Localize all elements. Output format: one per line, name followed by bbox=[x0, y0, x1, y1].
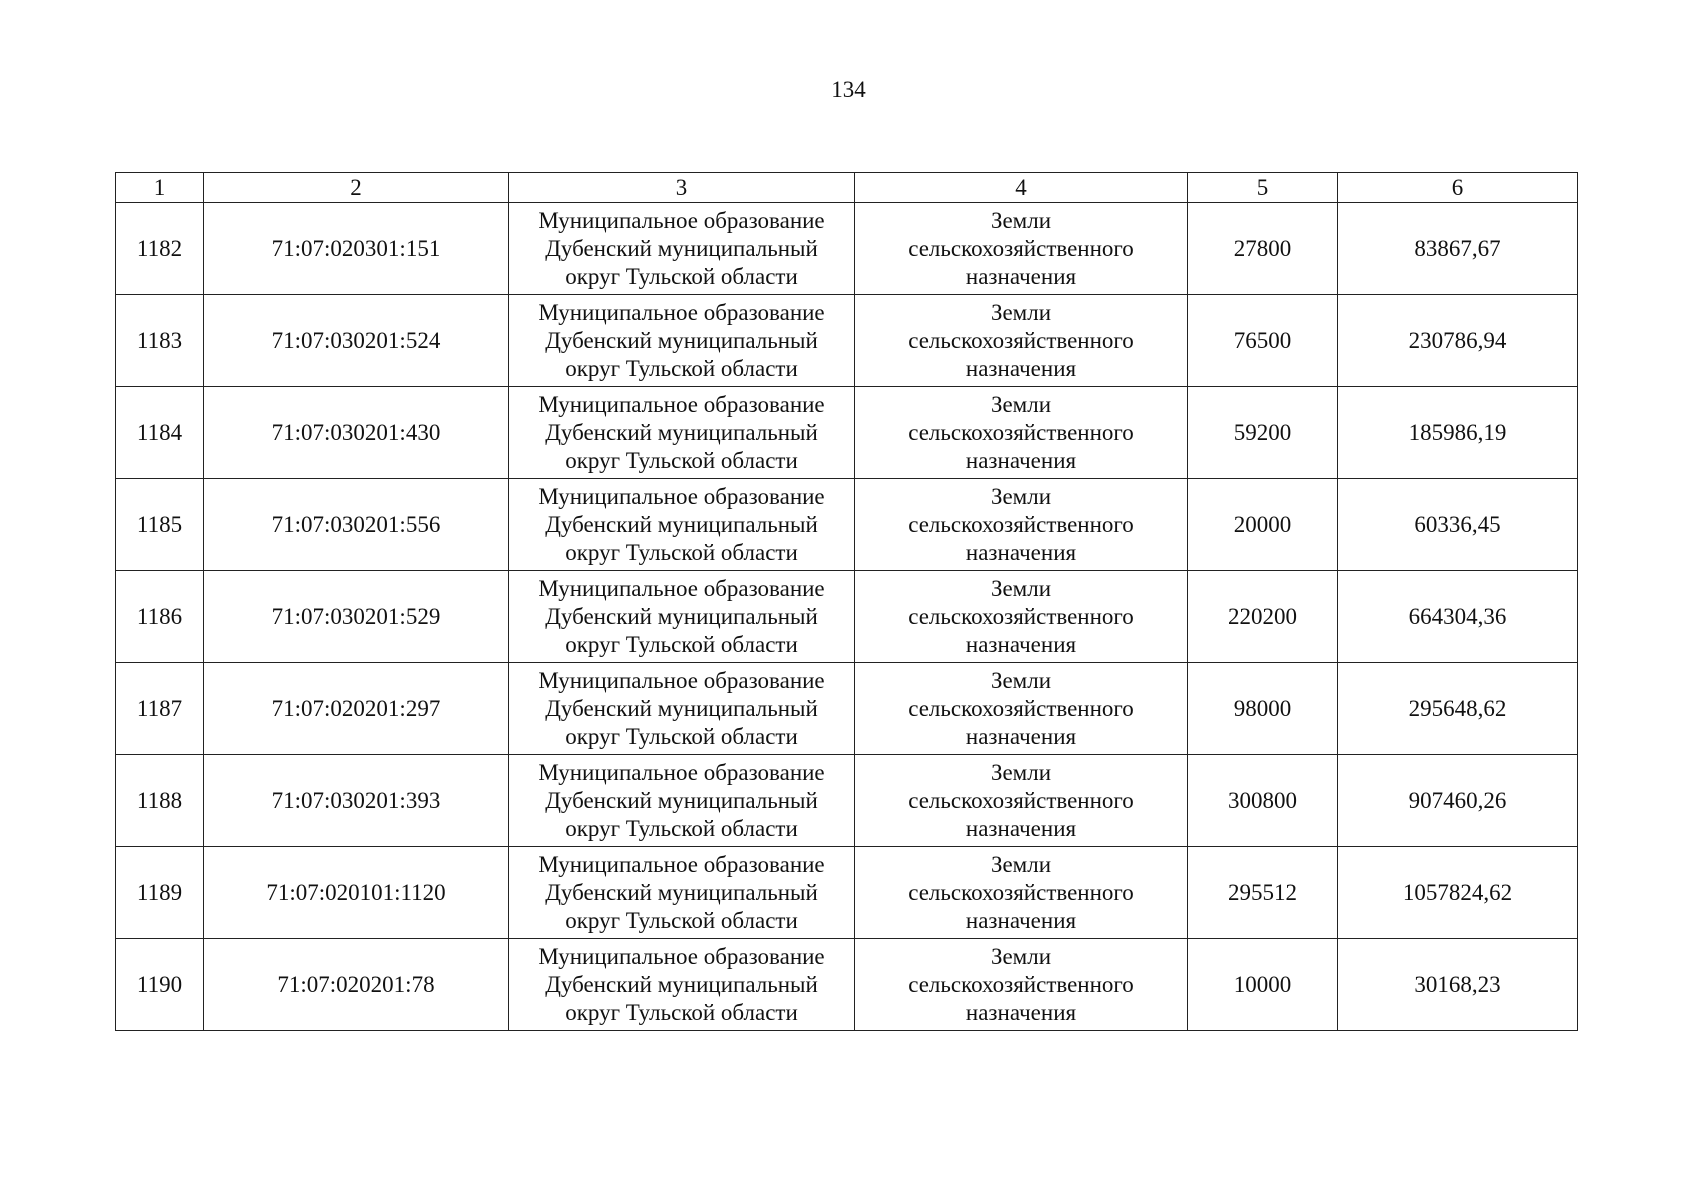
category-line: сельскохозяйственного bbox=[908, 971, 1134, 997]
owner-line: Муниципальное образование bbox=[538, 391, 825, 417]
table-row bbox=[116, 755, 1578, 847]
owner-line: Дубенский муниципальный bbox=[545, 787, 818, 813]
area-cell: 20000 bbox=[1188, 479, 1338, 571]
category-line: сельскохозяйственного bbox=[908, 603, 1134, 629]
area-cell: 10000 bbox=[1188, 939, 1338, 1031]
land-category-cell bbox=[855, 203, 1188, 295]
row-number-cell: 1189 bbox=[116, 847, 204, 939]
cadastral-number-cell: 71:07:020301:151 bbox=[204, 203, 509, 295]
row-number-cell: 1186 bbox=[116, 571, 204, 663]
owner-line: Дубенский муниципальный bbox=[545, 511, 818, 537]
owner-line: Дубенский муниципальный bbox=[545, 327, 818, 353]
category-line: сельскохозяйственного bbox=[908, 235, 1134, 261]
row-number-cell: 1188 bbox=[116, 755, 204, 847]
table-row bbox=[116, 571, 1578, 663]
row-number-cell: 1182 bbox=[116, 203, 204, 295]
column-header: 6 bbox=[1338, 173, 1578, 203]
category-line: Земли bbox=[990, 207, 1052, 233]
owner-line: Муниципальное образование bbox=[538, 943, 825, 969]
category-line: Земли bbox=[990, 667, 1052, 693]
owner-line: округ Тульской области bbox=[565, 907, 798, 933]
owner-line: Дубенский муниципальный bbox=[545, 235, 818, 261]
cadastral-value-cell: 230786,94 bbox=[1338, 295, 1578, 387]
cadastral-number-cell: 71:07:030201:393 bbox=[204, 755, 509, 847]
owner-cell bbox=[509, 755, 855, 847]
cadastral-value-cell: 664304,36 bbox=[1338, 571, 1578, 663]
cadastral-number-cell: 71:07:030201:430 bbox=[204, 387, 509, 479]
owner-line: округ Тульской области bbox=[565, 631, 798, 657]
land-plots-table bbox=[115, 172, 1578, 1031]
owner-line: Дубенский муниципальный bbox=[545, 603, 818, 629]
table-row bbox=[116, 939, 1578, 1031]
cadastral-number-cell: 71:07:020201:297 bbox=[204, 663, 509, 755]
owner-line: Муниципальное образование bbox=[538, 207, 825, 233]
row-number-cell: 1190 bbox=[116, 939, 204, 1031]
owner-cell bbox=[509, 203, 855, 295]
owner-cell bbox=[509, 939, 855, 1031]
land-category-cell bbox=[855, 295, 1188, 387]
area-cell: 27800 bbox=[1188, 203, 1338, 295]
page-number: 134 bbox=[831, 77, 866, 102]
category-line: Земли bbox=[990, 851, 1052, 877]
row-number-cell: 1183 bbox=[116, 295, 204, 387]
land-category-cell bbox=[855, 387, 1188, 479]
cadastral-value-cell: 83867,67 bbox=[1338, 203, 1578, 295]
owner-line: Муниципальное образование bbox=[538, 299, 825, 325]
owner-line: Муниципальное образование bbox=[538, 667, 825, 693]
category-line: Земли bbox=[990, 575, 1052, 601]
land-category-cell bbox=[855, 847, 1188, 939]
owner-line: Муниципальное образование bbox=[538, 575, 825, 601]
table-row bbox=[116, 847, 1578, 939]
area-cell: 300800 bbox=[1188, 755, 1338, 847]
category-line: Земли bbox=[990, 759, 1052, 785]
owner-cell bbox=[509, 387, 855, 479]
owner-line: Муниципальное образование bbox=[538, 851, 825, 877]
land-category-cell bbox=[855, 663, 1188, 755]
owner-line: округ Тульской области bbox=[565, 263, 798, 289]
category-line: Земли bbox=[990, 483, 1052, 509]
category-line: Земли bbox=[990, 943, 1052, 969]
owner-cell bbox=[509, 663, 855, 755]
table-row bbox=[116, 663, 1578, 755]
owner-line: Дубенский муниципальный bbox=[545, 879, 818, 905]
owner-cell bbox=[509, 479, 855, 571]
owner-line: округ Тульской области bbox=[565, 447, 798, 473]
cadastral-number-cell: 71:07:030201:556 bbox=[204, 479, 509, 571]
category-line: назначения bbox=[965, 723, 1077, 749]
category-line: Земли bbox=[990, 391, 1052, 417]
owner-line: округ Тульской области bbox=[565, 539, 798, 565]
cadastral-number-cell: 71:07:020201:78 bbox=[204, 939, 509, 1031]
cadastral-value-cell: 30168,23 bbox=[1338, 939, 1578, 1031]
table-row bbox=[116, 295, 1578, 387]
header-row bbox=[116, 173, 1578, 203]
category-line: Земли bbox=[990, 299, 1052, 325]
row-number-cell: 1184 bbox=[116, 387, 204, 479]
cadastral-value-cell: 1057824,62 bbox=[1338, 847, 1578, 939]
land-category-cell bbox=[855, 571, 1188, 663]
column-header: 2 bbox=[204, 173, 509, 203]
table-row bbox=[116, 387, 1578, 479]
area-cell: 295512 bbox=[1188, 847, 1338, 939]
table-row bbox=[116, 479, 1578, 571]
table-row bbox=[116, 203, 1578, 295]
land-category-cell bbox=[855, 755, 1188, 847]
owner-line: округ Тульской области bbox=[565, 723, 798, 749]
owner-line: Муниципальное образование bbox=[538, 759, 825, 785]
owner-line: Дубенский муниципальный bbox=[545, 971, 818, 997]
category-line: сельскохозяйственного bbox=[908, 879, 1134, 905]
owner-line: Муниципальное образование bbox=[538, 483, 825, 509]
row-number-cell: 1185 bbox=[116, 479, 204, 571]
category-line: сельскохозяйственного bbox=[908, 787, 1134, 813]
area-cell: 98000 bbox=[1188, 663, 1338, 755]
land-category-cell bbox=[855, 479, 1188, 571]
category-line: назначения bbox=[965, 907, 1077, 933]
column-header: 1 bbox=[116, 173, 204, 203]
row-number-cell: 1187 bbox=[116, 663, 204, 755]
category-line: сельскохозяйственного bbox=[908, 511, 1134, 537]
column-header: 5 bbox=[1188, 173, 1338, 203]
cadastral-number-cell: 71:07:030201:529 bbox=[204, 571, 509, 663]
owner-cell bbox=[509, 295, 855, 387]
area-cell: 59200 bbox=[1188, 387, 1338, 479]
area-cell: 76500 bbox=[1188, 295, 1338, 387]
owner-line: округ Тульской области bbox=[565, 815, 798, 841]
area-cell: 220200 bbox=[1188, 571, 1338, 663]
owner-line: округ Тульской области bbox=[565, 999, 798, 1025]
column-header: 3 bbox=[509, 173, 855, 203]
category-line: назначения bbox=[965, 263, 1077, 289]
owner-line: Дубенский муниципальный bbox=[545, 695, 818, 721]
category-line: назначения bbox=[965, 539, 1077, 565]
category-line: назначения bbox=[965, 999, 1077, 1025]
owner-cell bbox=[509, 571, 855, 663]
cadastral-number-cell: 71:07:020101:1120 bbox=[204, 847, 509, 939]
owner-line: Дубенский муниципальный bbox=[545, 419, 818, 445]
category-line: сельскохозяйственного bbox=[908, 695, 1134, 721]
category-line: сельскохозяйственного bbox=[908, 327, 1134, 353]
cadastral-number-cell: 71:07:030201:524 bbox=[204, 295, 509, 387]
category-line: назначения bbox=[965, 355, 1077, 381]
cadastral-value-cell: 60336,45 bbox=[1338, 479, 1578, 571]
owner-cell bbox=[509, 847, 855, 939]
category-line: назначения bbox=[965, 815, 1077, 841]
owner-line: округ Тульской области bbox=[565, 355, 798, 381]
cadastral-value-cell: 907460,26 bbox=[1338, 755, 1578, 847]
column-header: 4 bbox=[855, 173, 1188, 203]
land-category-cell bbox=[855, 939, 1188, 1031]
category-line: сельскохозяйственного bbox=[908, 419, 1134, 445]
category-line: назначения bbox=[965, 447, 1077, 473]
category-line: назначения bbox=[965, 631, 1077, 657]
cadastral-value-cell: 185986,19 bbox=[1338, 387, 1578, 479]
cadastral-value-cell: 295648,62 bbox=[1338, 663, 1578, 755]
